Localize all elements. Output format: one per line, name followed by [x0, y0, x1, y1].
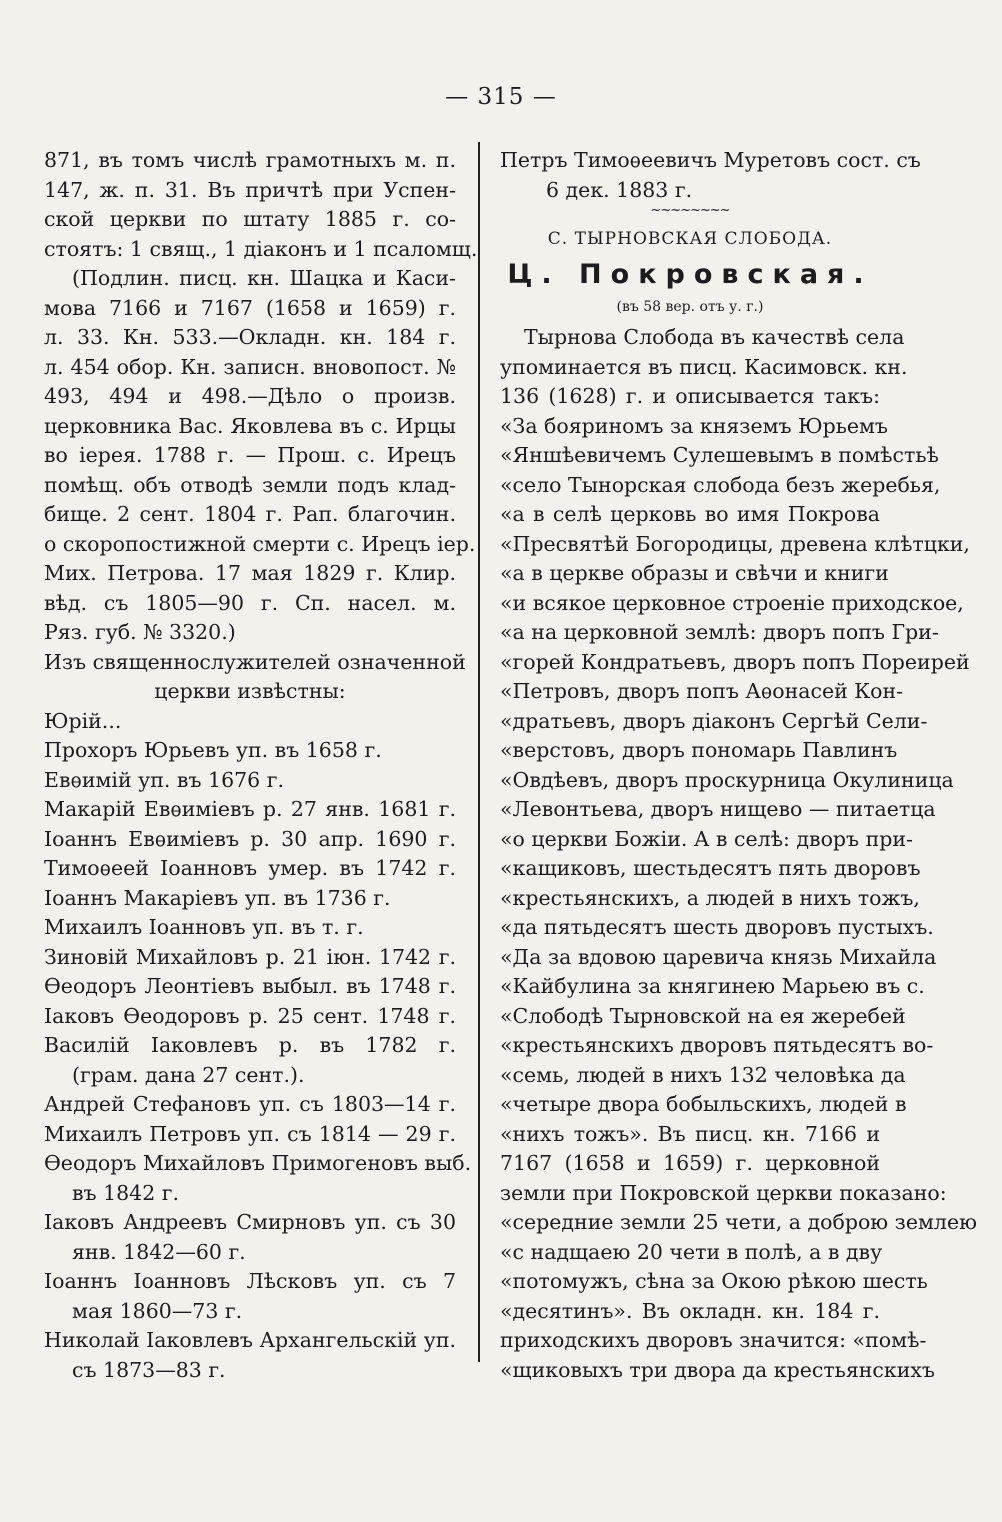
section-title: С. ТЫРНОВСКАЯ СЛОБОДА. — [547, 229, 833, 249]
text-line: стоятъ: 1 свящ., 1 діаконъ и 1 псаломщ. — [44, 236, 478, 261]
text-line: янв. 1842—60 г. — [72, 1239, 246, 1264]
text-line: Петръ Тимоѳеевичъ Муретовъ сост. съ — [500, 148, 921, 172]
text-line: Іоаннъ Макаріевъ уп. въ 1736 г. — [44, 885, 391, 910]
text-line: «семь, людей в нихъ 132 человѣка да — [500, 1062, 906, 1087]
text-line: «десятинъ». Въ окладн. кн. 184 г. — [500, 1298, 880, 1323]
text-line: «потомужъ, сѣна за Окою рѣкою шесть — [500, 1269, 928, 1293]
text-line: Ряз. губ. № 3320.) — [44, 620, 236, 644]
right-column-body — [500, 323, 977, 1385]
column-divider — [478, 142, 480, 1362]
text-line: приходскихъ дворовъ значится: «помѣ- — [500, 1328, 927, 1352]
left-column — [44, 146, 478, 1385]
text-line: «За бояриномъ за княземъ Юрьемъ — [500, 413, 888, 438]
text-line: Андрей Стефановъ уп. съ 1803—14 г. — [44, 1092, 456, 1116]
page-number: — 315 — — [445, 84, 557, 110]
text-line: «четыре двора бобыльскихъ, людей в — [500, 1092, 907, 1116]
text-line: Михаилъ Петровъ уп. съ 1814 — 29 г. — [44, 1121, 456, 1146]
text-line: о скоропостижной смерти с. Ирецъ іер. — [44, 531, 476, 556]
text-line: Евѳимій уп. въ 1676 г. — [44, 767, 284, 792]
text-line: 136 (1628) г. и описывается такъ: — [500, 384, 880, 408]
section-ornament: ~~~~~~~~ — [650, 203, 730, 218]
text-line: Мих. Петрова. 17 мая 1829 г. Клир. — [44, 561, 456, 585]
text-line: «село Тынорская слобода безъ жеребья, — [500, 472, 941, 497]
text-line: помѣщ. объ отводѣ земли подъ клад- — [44, 472, 456, 497]
text-line: «кащиковъ, шестьдесятъ пять дворовъ — [500, 856, 921, 880]
text-line: Прохоръ Юрьевъ уп. въ 1658 г. — [44, 738, 382, 762]
text-line: «о церкви Божіи. А в селѣ: дворъ при- — [500, 826, 913, 851]
church-title: Ц. Покровская. — [507, 259, 873, 290]
text-line: «крестьянскихъ, а людей в нихъ тожъ, — [500, 885, 920, 910]
text-line: 6 дек. 1883 г. — [546, 177, 693, 202]
text-line: «Петровъ, дворъ попъ Аѳонасей Кон- — [500, 679, 904, 703]
text-line: «Левонтьева, дворъ нищево — питаетца — [500, 797, 936, 821]
text-line: «Кайбулина за княгинею Марьею въ с. — [500, 974, 925, 998]
right-column-continuation — [500, 146, 921, 205]
text-line: «верстовъ, дворъ пономарь Павлинъ — [500, 738, 898, 762]
text-line: «и всякое церковное строеніе приходское, — [500, 590, 964, 615]
distance-note: (въ 58 вер. отъ у. г.) — [616, 299, 764, 315]
text-line: 147, ж. п. 31. Въ причтѣ при Успен- — [44, 177, 456, 202]
text-line: мова 7166 и 7167 (1658 и 1659) г. — [44, 295, 456, 320]
text-line: Ѳеодоръ Михайловъ Примогеновъ выб. — [44, 1151, 472, 1175]
right-column — [500, 146, 977, 1385]
text-line: въ 1842 г. — [72, 1180, 180, 1205]
text-line: бище. 2 сент. 1804 г. Рап. благочин. — [44, 502, 456, 526]
text-line: «а в церкве образы и свѣчи и книги — [500, 561, 889, 585]
text-line: Іоаннъ Евѳиміевъ р. 30 апр. 1690 г. — [44, 826, 456, 851]
text-line: Тимоѳеей Іоанновъ умер. въ 1742 г. — [44, 856, 456, 880]
text-line: Ѳеодоръ Леонтіевъ выбыл. въ 1748 г. — [44, 974, 456, 998]
text-line: съ 1873—83 г. — [72, 1357, 226, 1382]
text-line: Изъ священнослужителей означенной — [44, 649, 466, 674]
text-line: 493, 494 и 498.—Дѣло о произв. — [44, 384, 456, 408]
text-line: церковника Вас. Яковлева въ с. Ирцы — [44, 413, 456, 438]
text-line: Макарій Евѳиміевъ р. 27 янв. 1681 г. — [44, 797, 456, 821]
text-line: 871, въ томъ числѣ грамотныхъ м. п. — [44, 148, 456, 172]
text-line: 7167 (1658 и 1659) г. церковной — [500, 1151, 880, 1175]
text-line: «середние земли 25 чети, а доброю землею — [500, 1210, 977, 1234]
text-line: «нихъ тожъ». Въ писц. кн. 7166 и — [500, 1121, 880, 1146]
text-line: «да пятьдесятъ шесть дворовъ пустыхъ. — [500, 915, 934, 939]
text-line: «Овдѣевъ, дворъ проскурница Окулиница — [500, 767, 954, 792]
text-line: Николай Іаковлевъ Архангельскій уп. — [44, 1328, 456, 1352]
text-line: церкви извѣстны: — [154, 679, 346, 703]
text-line: Тырнова Слобода въ качествѣ села — [524, 325, 905, 349]
text-line: (грам. дана 27 сент.). — [72, 1062, 305, 1087]
text-line: Юрій... — [44, 708, 122, 733]
text-line: Михаилъ Іоанновъ уп. въ т. г. — [44, 915, 364, 939]
text-line: «Пресвятѣй Богородицы, древена клѣтцки, — [500, 531, 970, 556]
text-line: Іоаннъ Іоанновъ Лѣсковъ уп. съ 7 — [44, 1269, 456, 1293]
text-line: «Слободѣ Тырновской на ея жеребей — [500, 1003, 906, 1028]
text-line: мая 1860—73 г. — [72, 1298, 243, 1323]
text-line: «Яншѣевичемъ Сулешевымъ в помѣстьѣ — [500, 443, 939, 467]
text-line: (Подлин. писц. кн. Шацка и Каси- — [72, 266, 456, 290]
text-line: «крестьянскихъ дворовъ пятьдесятъ во- — [500, 1033, 934, 1057]
text-line: во іерея. 1788 г. — Прош. с. Ирецъ — [44, 443, 456, 467]
text-line: «горей Кондратьевъ, дворъ попъ Пореирей — [500, 649, 970, 674]
text-line: Василій Іаковлевъ р. въ 1782 г. — [44, 1033, 456, 1057]
text-line: упоминается въ писц. Касимовск. кн. — [500, 354, 908, 379]
text-line: Іаковъ Андреевъ Смирновъ уп. съ 30 — [44, 1210, 456, 1234]
text-line: земли при Покровской церкви показано: — [500, 1180, 947, 1205]
text-line: Зиновій Михайловъ р. 21 іюн. 1742 г. — [44, 944, 456, 969]
text-line: «с надщаею 20 чети в полѣ, а в дву — [500, 1239, 883, 1264]
text-line: л. 33. Кн. 533.—Окладн. кн. 184 г. — [44, 325, 456, 349]
text-line: «а на церковной землѣ: дворъ попъ Гри- — [500, 620, 939, 644]
text-line: «Да за вдовою царевича князь Михайла — [500, 944, 937, 969]
text-line: Іаковъ Ѳеодоровъ р. 25 сент. 1748 г. — [44, 1003, 456, 1028]
text-line: л. 454 обор. Кн. записн. вновопост. № — [44, 354, 456, 379]
text-line: вѣд. съ 1805—90 г. Сп. насел. м. — [44, 590, 456, 615]
text-line: «щиковыхъ три двора да крестьянскихъ — [500, 1357, 935, 1382]
text-line: ской церкви по штату 1885 г. со- — [44, 207, 456, 231]
text-line: «а в селѣ церковь во имя Покрова — [500, 502, 880, 526]
text-line: «дратьевъ, дворъ діаконъ Сергѣй Сели- — [500, 708, 928, 733]
